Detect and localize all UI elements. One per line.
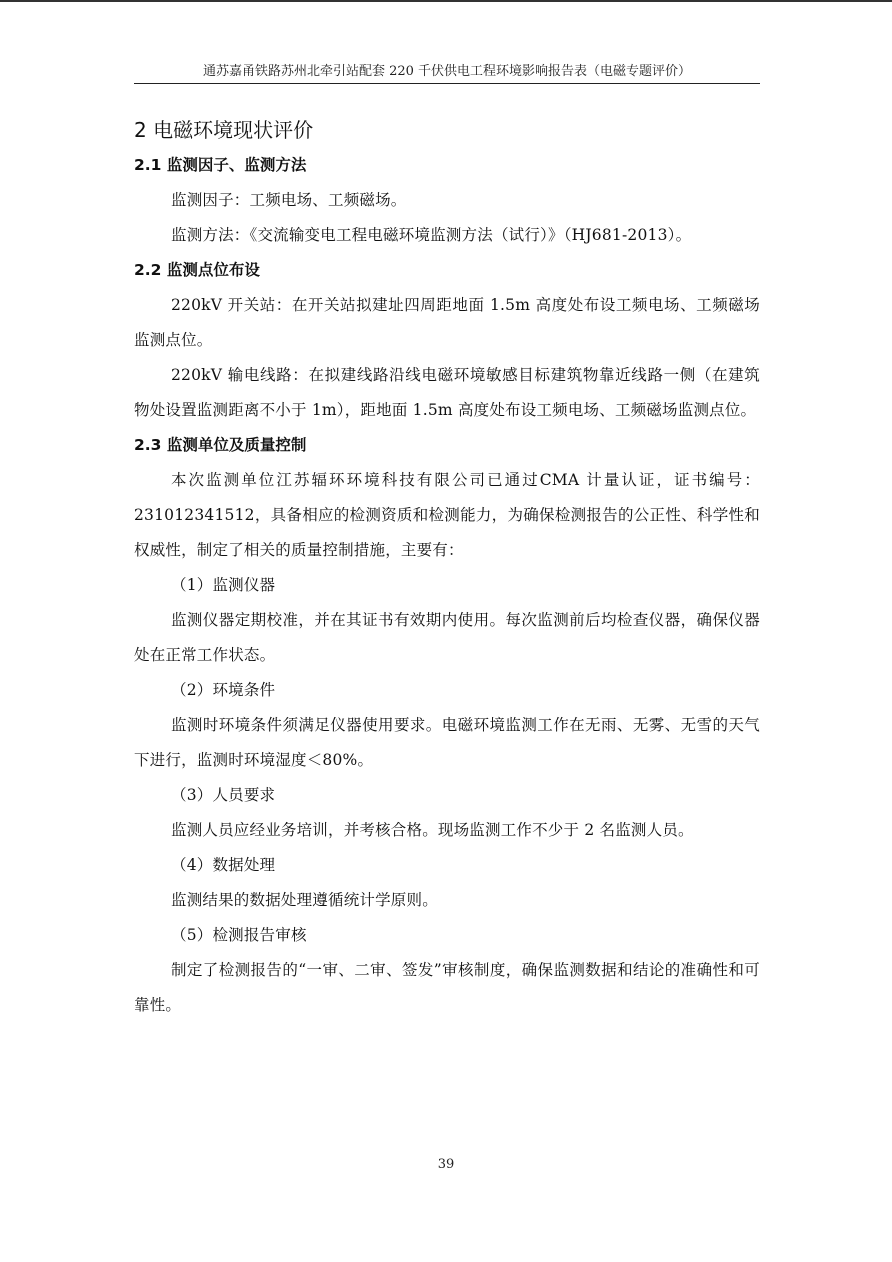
document-body (134, 112, 760, 1023)
item-3-heading: （3）人员要求 (171, 786, 276, 804)
page-number: 39 (437, 1157, 455, 1172)
subsection-heading-2-1: 2.1 监测因子、监测方法 (134, 156, 307, 174)
monitoring-method-paragraph: 监测方法：《交流输变电工程电磁环境监测方法（试行）》（HJ681-2013）。 (171, 226, 692, 244)
monitoring-unit-paragraph: 本次监测单位江苏辐环环境科技有限公司已通过CMA 计量认证，证书编号：231012341512，具备相应的检测资质和检测能力，为确保检测报告的公正性、科学性和权威性，制定了相关的质量控制措施，主要有： (134, 471, 760, 559)
monitoring-factors-paragraph: 监测因子：工频电场、工频磁场。 (171, 191, 407, 209)
running-header: 通苏嘉甬铁路苏州北牵引站配套 220 千伏供电工程环境影响报告表（电磁专题评价） (202, 64, 692, 79)
item-2-paragraph: 监测时环境条件须满足仪器使用要求。电磁环境监测工作在无雨、无雾、无雪的天气下进行，监测时环境湿度＜80%。 (134, 716, 760, 769)
header-rule (134, 83, 760, 84)
page-top-border (0, 0, 892, 2)
item-3-paragraph: 监测人员应经业务培训，并考核合格。现场监测工作不少于 2 名监测人员。 (171, 821, 694, 839)
item-5-heading: （5）检测报告审核 (171, 926, 307, 944)
switch-station-paragraph: 220kV 开关站：在开关站拟建址四周距地面 1.5m 高度处布设工频电场、工频磁场监测点位。 (134, 296, 760, 349)
subsection-heading-2-3: 2.3 监测单位及质量控制 (134, 436, 307, 454)
item-4-heading: （4）数据处理 (171, 856, 276, 874)
subsection-heading-2-2: 2.2 监测点位布设 (134, 261, 260, 279)
item-1-heading: （1）监测仪器 (171, 576, 276, 594)
item-2-heading: （2）环境条件 (171, 681, 276, 699)
item-1-paragraph: 监测仪器定期校准，并在其证书有效期内使用。每次监测前后均检查仪器，确保仪器处在正常工作状态。 (134, 611, 760, 664)
item-4-paragraph: 监测结果的数据处理遵循统计学原则。 (171, 891, 438, 909)
section-heading: 2 电磁环境现状评价 (134, 118, 314, 142)
item-5-paragraph: 制定了检测报告的“一审、二审、签发”审核制度，确保监测数据和结论的准确性和可靠性。 (134, 961, 760, 1014)
transmission-line-paragraph: 220kV 输电线路：在拟建线路沿线电磁环境敏感目标建筑物靠近线路一侧（在建筑物处设置监测距离不小于 1m），距地面 1.5m 高度处布设工频电场、工频磁场监测点位。 (134, 366, 760, 419)
